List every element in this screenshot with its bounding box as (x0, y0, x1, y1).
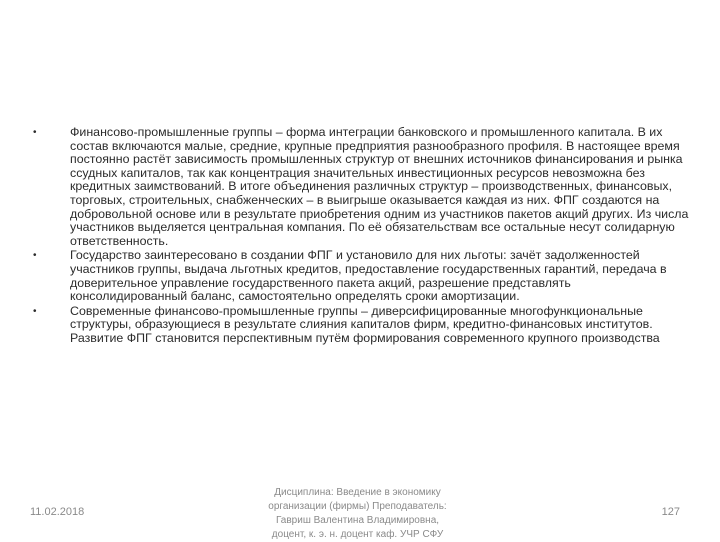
bullet-text: Современные финансово-промышленные группы – диверсифицированные многофункциональные структуры, образующиеся в результате слияния капиталов фирм, кредитно-финансовых институтов. Развитие ФПГ становится перспективным путём формирования современного крупного производства (70, 303, 660, 345)
bullet-marker: • (33, 305, 37, 317)
bullet-text: Государство заинтересовано в создании ФПГ и установило для них льготы: зачёт задолженностей участников группы, выдача льготных кредитов, предоставление государственных гарантий, передача в доверительное управление государственного пакета акций, разрешение представлять консолидированный баланс, самостоятельно определять сроки амортизации. (70, 248, 667, 304)
bullet-marker: • (33, 127, 37, 138)
slide-number: 127 (661, 506, 680, 518)
bullet-list (30, 126, 690, 347)
bullet-text: Финансово-промышленные группы – форма интеграции банковского и промышленного капитала. В их состав включаются малые, средние, крупные предприятия разнообразного профиля. В настоящее время постоянно растёт зависимость промышленных структур от внешних источников финансирования и рынка ссудных капиталов, так как концентрация значительных инвестиционных ресурсов невозможна без кредитных заимствований. В итоге объединения различных структур – производственных, финансовых, торговых, строительных, снабженческих – в выигрыше оказывается каждая из них. ФПГ создаются на добровольной основе или в результате приобретения одним из участников пакетов акций других. Из числа участников выделяется центральная компания. По её обязательствам все остальные несут солидарную ответственность. (70, 125, 689, 248)
bullet-item (30, 126, 690, 248)
bullet-marker: • (33, 250, 37, 262)
footer-course-info: Дисциплина: Введение в экономику организации (фирмы) Преподаватель: Гавриш Валентина Владимировна, доцент, к. э. н. доцент каф. УЧР СФУ (268, 487, 447, 540)
bullet-item (30, 249, 690, 303)
footer-date: 11.02.2018 (30, 506, 85, 518)
bullet-item (30, 305, 690, 346)
